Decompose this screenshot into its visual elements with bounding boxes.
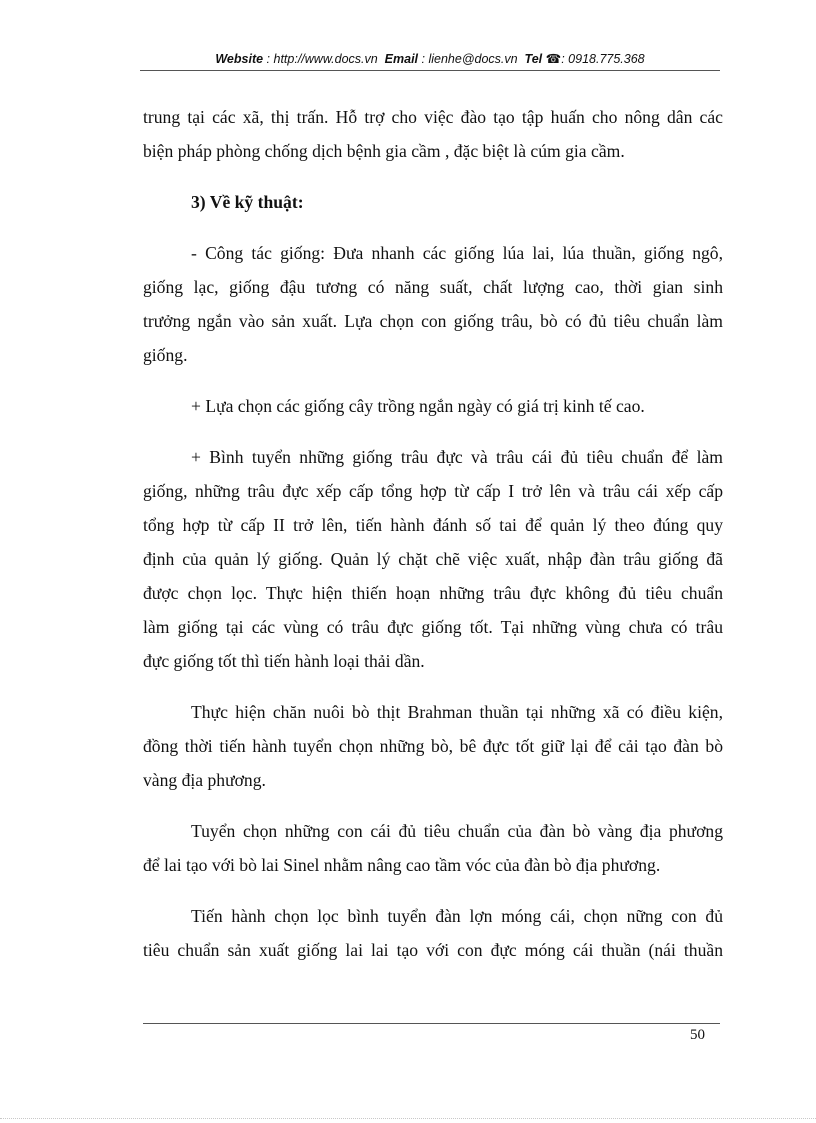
- website-value: : http://www.docs.vn: [266, 52, 378, 66]
- text-line: trưởng ngắn vào sản xuất. Lựa chọn con giống trâu, bò có đủ tiêu chuẩn làm: [143, 311, 723, 331]
- text-line: đực giống tốt thì tiến hành loại thải dần.: [143, 651, 425, 671]
- section-heading: 3) Về kỹ thuật:: [191, 192, 304, 212]
- text-line: giống lạc, giống đậu tương có năng suất, chất lượng cao, thời gian sinh: [143, 277, 723, 297]
- document-body: [143, 100, 723, 967]
- email-value: : lienhe@docs.vn: [421, 52, 518, 66]
- paragraph-1: [143, 100, 723, 168]
- text-line: làm giống tại các vùng có trâu đực giống tốt. Tại những vùng chưa có trâu: [143, 617, 723, 637]
- website-label: Website: [215, 52, 264, 66]
- text-line: + Bình tuyển những giống trâu đực và trâu cái đủ tiêu chuẩn để làm: [191, 447, 723, 467]
- text-line: vàng địa phương.: [143, 770, 266, 790]
- page-number: 50: [690, 1027, 705, 1043]
- page-header: [140, 51, 720, 66]
- text-line: giống.: [143, 345, 188, 365]
- email-label: Email: [384, 52, 419, 66]
- text-line: định của quản lý giống. Quản lý chặt chẽ việc xuất, nhập đàn trâu giống đã: [143, 549, 723, 569]
- paragraph-2: [143, 236, 723, 372]
- header-divider: [140, 70, 720, 71]
- paragraph-6: [143, 814, 723, 882]
- paragraph-7: [143, 899, 723, 967]
- text-line: để lai tạo với bò lai Sinel nhằm nâng cao tầm vóc của đàn bò địa phương.: [143, 855, 661, 875]
- text-line: đồng thời tiến hành tuyển chọn những bò, bê đực tốt giữ lại để cải tạo đàn bò: [143, 736, 723, 756]
- phone-icon: ☎: [545, 52, 562, 66]
- paragraph-4: [143, 440, 723, 678]
- page-bottom-border: [0, 1118, 816, 1119]
- text-line: được chọn lọc. Thực hiện thiến hoạn những trâu đực không đủ tiêu chuẩn: [143, 583, 723, 603]
- text-line: tiêu chuẩn sản xuất giống lai lai tạo với con đực móng cái thuần (nái thuần: [143, 940, 723, 960]
- text-line: - Công tác giống: Đưa nhanh các giống lúa lai, lúa thuần, giống ngô,: [191, 243, 723, 263]
- text-line: Tiến hành chọn lọc bình tuyển đàn lợn móng cái, chọn nững con đủ: [191, 906, 723, 926]
- text-line: Tuyển chọn những con cái đủ tiêu chuẩn của đàn bò vàng địa phương: [191, 821, 723, 841]
- tel-value: : 0918.775.368: [561, 52, 645, 66]
- text-line: Thực hiện chăn nuôi bò thịt Brahman thuần tại những xã có điều kiện,: [191, 702, 723, 722]
- text-line: + Lựa chọn các giống cây trồng ngắn ngày có giá trị kinh tế cao.: [191, 396, 645, 416]
- text-line: biện pháp phòng chống dịch bệnh gia cầm , đặc biệt là cúm gia cầm.: [143, 141, 625, 161]
- paragraph-5: [143, 695, 723, 797]
- tel-label: Tel: [524, 52, 543, 66]
- text-line: giống, những trâu đực xếp cấp tổng hợp từ cấp I trở lên và trâu cái xếp cấp: [143, 481, 723, 501]
- footer-divider: [143, 1023, 720, 1024]
- text-line: tổng hợp từ cấp II trở lên, tiến hành đánh số tai để quản lý theo đúng quy: [143, 515, 723, 535]
- paragraph-3: [143, 389, 723, 423]
- text-line: trung tại các xã, thị trấn. Hỗ trợ cho việc đào tạo tập huấn cho nông dân các: [143, 107, 723, 127]
